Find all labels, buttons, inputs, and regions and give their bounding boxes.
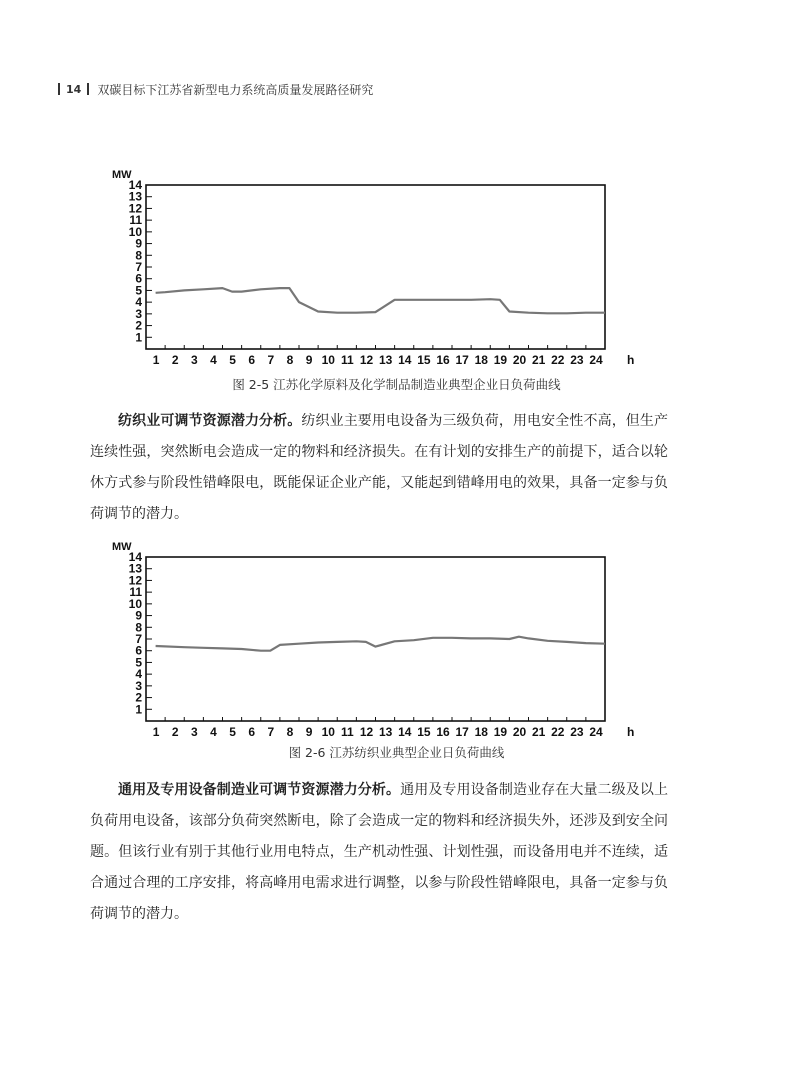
y-tick-label: 6 xyxy=(135,271,142,286)
y-tick-label: 14 xyxy=(128,550,142,564)
y-tick-label: 8 xyxy=(135,248,142,263)
x-tick-label: 21 xyxy=(531,353,546,367)
x-tick-label: 23 xyxy=(570,725,584,739)
y-tick-label: 9 xyxy=(135,236,142,251)
y-tick-label: 5 xyxy=(135,655,142,670)
y-tick-label: 5 xyxy=(135,283,142,298)
x-tick-label: 8 xyxy=(286,725,294,739)
x-tick-label: 23 xyxy=(570,353,584,367)
plot-frame xyxy=(146,185,605,349)
paragraph-equipment-heading: 通用及专用设备制造业可调节资源潜力分析。 xyxy=(118,782,401,798)
y-tick-label: 1 xyxy=(135,330,142,345)
x-tick-label: 14 xyxy=(398,353,412,367)
x-tick-label: 3 xyxy=(191,725,198,739)
y-tick-label: 9 xyxy=(135,608,142,623)
x-tick-label: 1 xyxy=(152,725,160,739)
page-number: 14 xyxy=(66,82,82,96)
x-tick-label: 14 xyxy=(398,725,412,739)
y-tick-label: 10 xyxy=(128,224,142,239)
figure-2-5-caption: 图 2-5 江苏化学原料及化学制品制造业典型企业日负荷曲线 xyxy=(232,377,561,392)
book-title: 双碳目标下江苏省新型电力系统高质量发展路径研究 xyxy=(97,82,374,97)
x-tick-label: 2 xyxy=(171,353,179,367)
x-axis-label: h xyxy=(627,725,635,739)
x-tick-label: 1 xyxy=(152,353,160,367)
paragraph-textile xyxy=(90,406,668,530)
x-tick-label: 9 xyxy=(305,725,313,739)
x-tick-label: 4 xyxy=(210,353,217,367)
paragraph-equipment xyxy=(90,775,668,930)
y-tick-label: 12 xyxy=(128,201,142,216)
x-tick-label: 20 xyxy=(512,725,527,739)
x-tick-label: 11 xyxy=(341,353,354,367)
x-axis-label: h xyxy=(627,353,635,367)
y-tick-label: 13 xyxy=(128,189,142,204)
x-tick-label: 6 xyxy=(248,353,256,367)
y-tick-label: 10 xyxy=(128,596,142,611)
x-tick-label: 15 xyxy=(417,353,431,367)
x-tick-label: 22 xyxy=(551,725,565,739)
x-tick-label: 7 xyxy=(267,725,275,739)
x-tick-label: 11 xyxy=(341,725,354,739)
x-tick-label: 18 xyxy=(474,353,488,367)
x-tick-label: 18 xyxy=(474,725,488,739)
x-tick-label: 7 xyxy=(267,353,275,367)
figure-2-6-caption: 图 2-6 江苏纺织业典型企业日负荷曲线 xyxy=(288,745,505,760)
paragraph-textile-heading: 纺织业可调节资源潜力分析。 xyxy=(118,413,302,429)
chart-svg-2-6 xyxy=(110,537,640,739)
x-tick-label: 19 xyxy=(493,353,508,367)
figure-2-5-chart xyxy=(110,165,640,367)
header-bar-right xyxy=(87,83,89,95)
y-axis-label: MW xyxy=(112,169,132,181)
x-tick-label: 16 xyxy=(436,725,450,739)
y-tick-label: 14 xyxy=(128,178,142,192)
x-tick-label: 6 xyxy=(248,725,256,739)
x-tick-label: 24 xyxy=(589,353,603,367)
y-tick-label: 3 xyxy=(135,306,142,321)
x-tick-label: 24 xyxy=(589,725,603,739)
x-tick-label: 22 xyxy=(551,353,565,367)
x-tick-label: 2 xyxy=(171,725,179,739)
y-tick-label: 12 xyxy=(128,573,142,588)
x-tick-label: 12 xyxy=(359,725,374,739)
y-tick-label: 11 xyxy=(129,213,142,228)
x-tick-label: 17 xyxy=(455,353,469,367)
y-tick-label: 3 xyxy=(135,678,142,693)
y-tick-label: 4 xyxy=(135,295,142,310)
x-tick-label: 17 xyxy=(455,725,469,739)
x-tick-label: 19 xyxy=(493,725,508,739)
x-tick-label: 21 xyxy=(531,725,546,739)
chart-svg-2-5 xyxy=(110,165,640,367)
y-tick-label: 2 xyxy=(135,318,142,333)
x-tick-label: 9 xyxy=(305,353,313,367)
y-tick-label: 11 xyxy=(129,585,142,600)
running-header xyxy=(58,80,373,98)
paragraph-equipment-body: 通用及专用设备制造业存在大量二级及以上负荷用电设备，该部分负荷突然断电，除了会造成一定的物料和经济损失外，还涉及到安全问题。但该行业有别于其他行业用电特点，生产机动性强、计划性强，而设备用电并不连续，适合通过合理的工序安排，将高峰用电需求进行调整，以参与阶段性错峰限电，具备一定参与负荷调节的潜力。 xyxy=(90,782,669,922)
paragraph-textile-body: 纺织业主要用电设备为三级负荷，用电安全性不高，但生产连续性强，突然断电会造成一定的物料和经济损失。在有计划的安排生产的前提下，适合以轮休方式参与阶段性错峰限电，既能保证企业产能，又能起到错峰用电的效果，具备一定参与负荷调节的潜力。 xyxy=(90,413,669,522)
header-bar-left xyxy=(58,83,60,95)
y-axis-label: MW xyxy=(112,541,132,553)
x-tick-label: 20 xyxy=(512,353,527,367)
x-tick-label: 12 xyxy=(359,353,374,367)
y-tick-label: 2 xyxy=(135,690,142,705)
x-tick-label: 13 xyxy=(378,725,393,739)
y-tick-label: 4 xyxy=(135,667,142,682)
y-tick-label: 7 xyxy=(135,632,142,646)
x-tick-label: 16 xyxy=(436,353,450,367)
load-curve-line xyxy=(156,637,605,651)
y-tick-label: 8 xyxy=(135,620,142,635)
y-tick-label: 13 xyxy=(128,561,142,576)
x-tick-label: 5 xyxy=(229,353,236,367)
x-tick-label: 4 xyxy=(210,725,217,739)
x-tick-label: 5 xyxy=(229,725,236,739)
x-tick-label: 8 xyxy=(286,353,294,367)
x-tick-label: 13 xyxy=(378,353,393,367)
x-tick-label: 15 xyxy=(417,725,431,739)
y-tick-label: 7 xyxy=(135,260,142,274)
figure-2-6-chart xyxy=(110,537,640,739)
load-curve-line xyxy=(156,288,605,313)
x-tick-label: 10 xyxy=(321,725,335,739)
y-tick-label: 1 xyxy=(135,702,142,717)
x-tick-label: 10 xyxy=(321,353,335,367)
y-tick-label: 6 xyxy=(135,643,142,658)
x-tick-label: 3 xyxy=(191,353,198,367)
